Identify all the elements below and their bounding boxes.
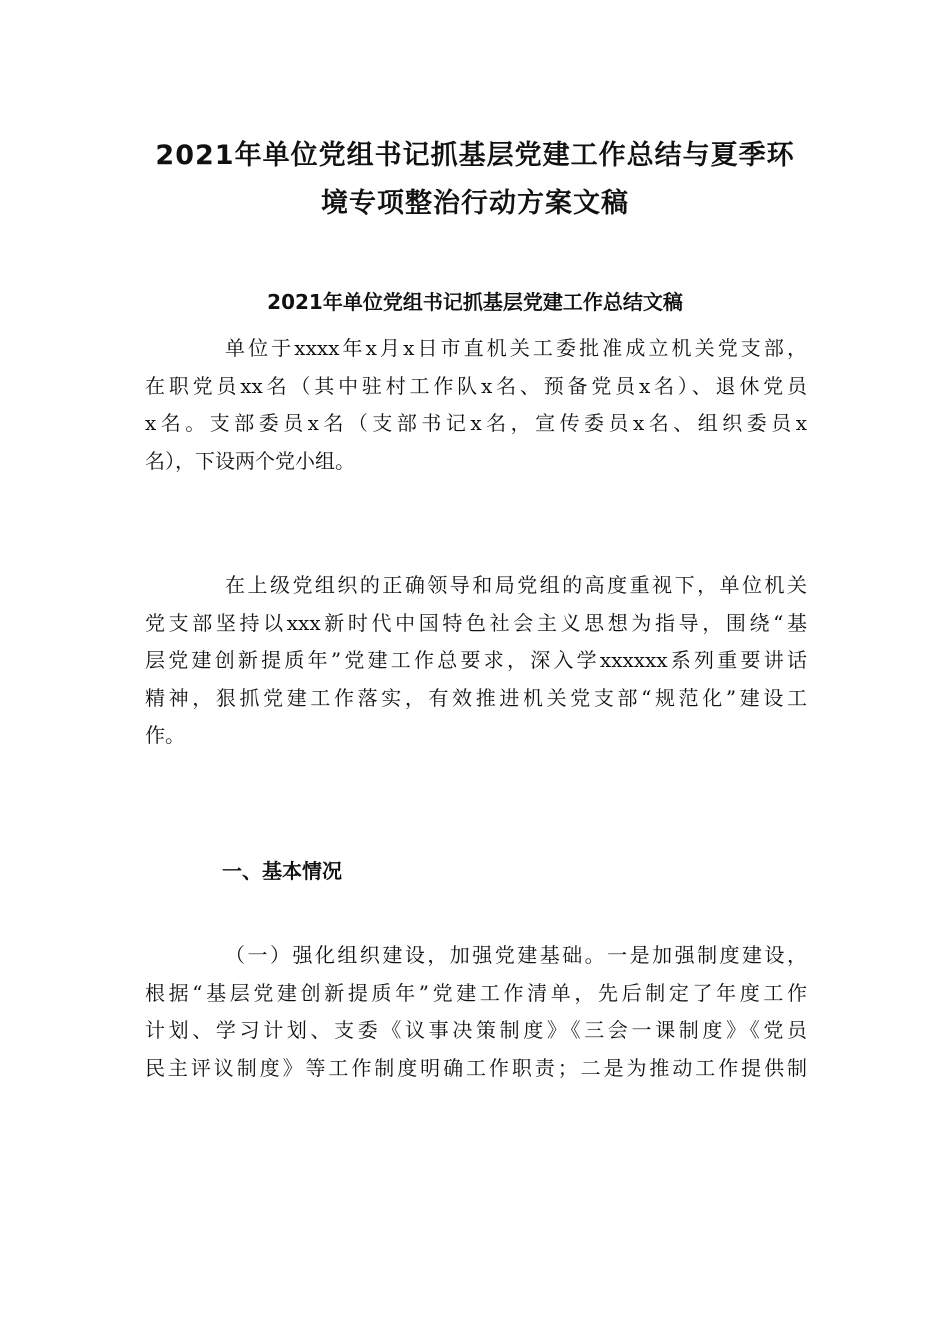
paragraph-1-line-4: 名），下设两个党小组。 xyxy=(145,448,355,473)
paragraph-2-line-1: 在上级党组织的正确领导和局党组的高度重视下，单位机关 xyxy=(225,573,807,597)
paragraph-3 xyxy=(145,937,807,1087)
paragraph-3-line-3: 计划、学习计划、支委《议事决策制度》《三会一课制度》《党员 xyxy=(145,1018,807,1042)
paragraph-2-line-3: 层党建创新提质年”党建工作总要求，深入学xxxxxx系列重要讲话 xyxy=(145,648,807,672)
paragraph-2-line-2: 党支部坚持以xxx新时代中国特色社会主义思想为指导，围绕“基 xyxy=(145,610,807,635)
paragraph-3-line-2: 根据“基层党建创新提质年”党建工作清单，先后制定了年度工作 xyxy=(145,980,807,1005)
document-subtitle: 2021年单位党组书记抓基层党建工作总结文稿 xyxy=(267,290,683,314)
paragraph-2-line-5: 作。 xyxy=(145,723,185,747)
paragraph-1-line-2: 在职党员xx名（其中驻村工作队x名、预备党员x名）、退休党员 xyxy=(145,373,807,398)
document-title xyxy=(120,132,830,228)
paragraph-3-line-4: 民主评议制度》等工作制度明确工作职责；二是为推动工作提供制 xyxy=(145,1055,807,1080)
paragraph-2-line-4: 精神，狠抓党建工作落实，有效推进机关党支部“规范化”建设工 xyxy=(145,685,807,710)
paragraph-1-line-1: 单位于xxxx年x月x日市直机关工委批准成立机关党支部， xyxy=(225,336,807,360)
paragraph-2 xyxy=(145,567,807,755)
section-heading: 一、基本情况 xyxy=(222,859,342,883)
paragraph-1-line-3: x名。支部委员x名（支部书记x名，宣传委员x名、组织委员x xyxy=(145,411,807,435)
paragraph-1 xyxy=(145,330,807,480)
paragraph-3-line-1: （一）强化组织建设，加强党建基础。一是加强制度建设， xyxy=(225,943,807,967)
document-title-line-2: 境专项整治行动方案文稿 xyxy=(321,188,629,219)
document-title-line-1: 2021年单位党组书记抓基层党建工作总结与夏季环 xyxy=(155,140,795,171)
